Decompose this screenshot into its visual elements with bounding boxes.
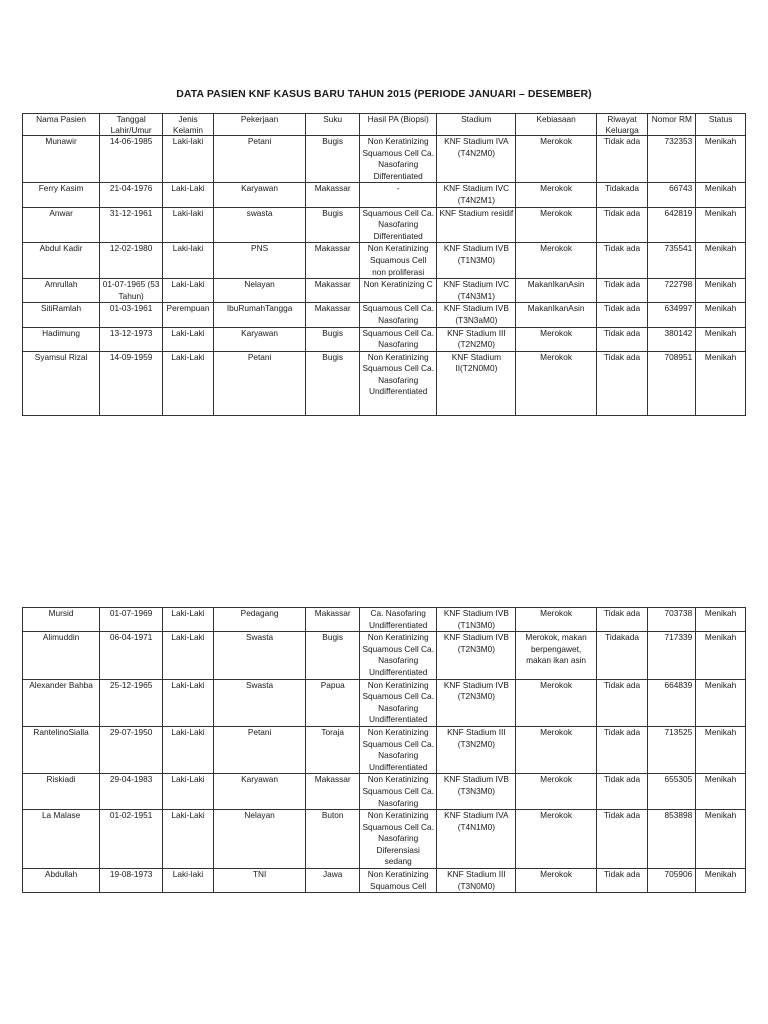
- cell-hasil-pa: Non Keratinizing Squamous Cell Ca. Nasofaring Undifferentiated: [360, 679, 437, 726]
- cell-status: Menikah: [696, 207, 746, 243]
- document-title: DATA PASIEN KNF KASUS BARU TAHUN 2015 (PERIODE JANUARI – DESEMBER): [176, 88, 592, 100]
- cell-jenis-kelamin: Laki-laki: [163, 243, 214, 279]
- cell-suku: Makassar: [306, 279, 360, 303]
- table-row: [23, 207, 746, 243]
- cell-nomor-rm: 703738: [648, 608, 696, 632]
- cell-suku: Makassar: [306, 303, 360, 327]
- cell-hasil-pa: Non Keratinizing Squamous Cell Ca. Nasofaring: [360, 774, 437, 810]
- cell-kebiasaan: Merokok: [516, 608, 596, 632]
- cell-stadium: KNF Stadium IVB (T3N3aM0): [437, 303, 516, 327]
- cell-suku: Makassar: [306, 774, 360, 810]
- cell-nama-pasien: RantelinoSialla: [23, 726, 100, 773]
- cell-pekerjaan: Petani: [213, 136, 305, 183]
- cell-jenis-kelamin: Laki-Laki: [163, 632, 214, 679]
- header-stadium: Stadium: [437, 114, 516, 136]
- table-row: [23, 869, 746, 893]
- cell-pekerjaan: Pedagang: [213, 608, 305, 632]
- cell-jenis-kelamin: Laki-Laki: [163, 279, 214, 303]
- patient-table: [22, 113, 746, 416]
- cell-tanggal-lahir: 25-12-1965: [100, 679, 163, 726]
- table-row: [23, 774, 746, 810]
- cell-hasil-pa: Non Keratinizing Squamous Cell: [360, 869, 437, 893]
- cell-nama-pasien: Abdullah: [23, 869, 100, 893]
- cell-tanggal-lahir: 29-04-1983: [100, 774, 163, 810]
- cell-pekerjaan: Swasta: [213, 632, 305, 679]
- cell-status: Menikah: [696, 136, 746, 183]
- cell-stadium: KNF Stadium III (T3N2M0): [437, 726, 516, 773]
- cell-stadium: KNF Stadium IVB (T1N3M0): [437, 608, 516, 632]
- cell-riwayat-keluarga: Tidak ada: [596, 279, 648, 303]
- cell-nomor-rm: 66743: [648, 183, 696, 207]
- cell-tanggal-lahir: 29-07-1950: [100, 726, 163, 773]
- cell-riwayat-keluarga: Tidakada: [596, 183, 648, 207]
- cell-jenis-kelamin: Laki-Laki: [163, 726, 214, 773]
- cell-suku: Bugis: [306, 351, 360, 415]
- table-row: [23, 351, 746, 415]
- cell-nomor-rm: 717339: [648, 632, 696, 679]
- cell-jenis-kelamin: Laki-laki: [163, 869, 214, 893]
- cell-riwayat-keluarga: Tidak ada: [596, 136, 648, 183]
- header-tanggal-lahir: Tanggal Lahir/Umur: [100, 114, 163, 136]
- cell-hasil-pa: Squamous Cell Ca. Nasofaring: [360, 303, 437, 327]
- cell-kebiasaan: Merokok: [516, 243, 596, 279]
- cell-pekerjaan: Petani: [213, 351, 305, 415]
- cell-riwayat-keluarga: Tidak ada: [596, 869, 648, 893]
- cell-jenis-kelamin: Laki-Laki: [163, 351, 214, 415]
- cell-jenis-kelamin: Laki-laki: [163, 207, 214, 243]
- cell-status: Menikah: [696, 632, 746, 679]
- table-row: [23, 183, 746, 207]
- cell-hasil-pa: Squamous Cell Ca. Nasofaring: [360, 327, 437, 351]
- cell-tanggal-lahir: 31-12-1961: [100, 207, 163, 243]
- header-kebiasaan: Kebiasaan: [516, 114, 596, 136]
- cell-jenis-kelamin: Perempuan: [163, 303, 214, 327]
- cell-pekerjaan: Nelayan: [213, 279, 305, 303]
- cell-stadium: KNF Stadium IVB (T3N3M0): [437, 774, 516, 810]
- header-status: Status: [696, 114, 746, 136]
- cell-pekerjaan: Karyawan: [213, 774, 305, 810]
- cell-hasil-pa: Non Keratinizing Squamous Cell Ca. Nasofaring Undifferentiated: [360, 632, 437, 679]
- cell-stadium: KNF Stadium IVB (T1N3M0): [437, 243, 516, 279]
- cell-stadium: KNF Stadium IVC (T4N3M1): [437, 279, 516, 303]
- cell-nama-pasien: Hadimung: [23, 327, 100, 351]
- table-body-continued: [23, 608, 746, 893]
- cell-hasil-pa: Ca. Nasofaring Undifferentiated: [360, 608, 437, 632]
- table-row: [23, 810, 746, 869]
- cell-stadium: KNF Stadium IVC (T4N2M1): [437, 183, 516, 207]
- cell-nomor-rm: 380142: [648, 327, 696, 351]
- patient-table-continued: [22, 607, 746, 893]
- cell-nama-pasien: Syamsul Rizal: [23, 351, 100, 415]
- cell-jenis-kelamin: Laki-Laki: [163, 327, 214, 351]
- cell-nomor-rm: 664839: [648, 679, 696, 726]
- cell-nomor-rm: 713525: [648, 726, 696, 773]
- cell-riwayat-keluarga: Tidak ada: [596, 608, 648, 632]
- cell-nomor-rm: 853898: [648, 810, 696, 869]
- cell-nomor-rm: 735541: [648, 243, 696, 279]
- cell-riwayat-keluarga: Tidak ada: [596, 351, 648, 415]
- cell-stadium: KNF Stadium III (T3N0M0): [437, 869, 516, 893]
- cell-kebiasaan: Merokok: [516, 726, 596, 773]
- cell-nama-pasien: Munawir: [23, 136, 100, 183]
- cell-pekerjaan: TNI: [213, 869, 305, 893]
- cell-kebiasaan: Merokok: [516, 136, 596, 183]
- cell-nama-pasien: Alimuddin: [23, 632, 100, 679]
- cell-status: Menikah: [696, 351, 746, 415]
- cell-hasil-pa: Non Keratinizing C: [360, 279, 437, 303]
- cell-riwayat-keluarga: Tidakada: [596, 632, 648, 679]
- cell-nama-pasien: Amrullah: [23, 279, 100, 303]
- cell-pekerjaan: PNS: [213, 243, 305, 279]
- table-row: [23, 279, 746, 303]
- cell-status: Menikah: [696, 810, 746, 869]
- cell-status: Menikah: [696, 869, 746, 893]
- header-hasil-pa: Hasil PA (Biopsi): [360, 114, 437, 136]
- cell-kebiasaan: MakanIkanAsin: [516, 279, 596, 303]
- cell-suku: Bugis: [306, 207, 360, 243]
- cell-jenis-kelamin: Laki-Laki: [163, 183, 214, 207]
- cell-tanggal-lahir: 01-02-1951: [100, 810, 163, 869]
- cell-nomor-rm: 705906: [648, 869, 696, 893]
- table-row: [23, 608, 746, 632]
- cell-pekerjaan: Karyawan: [213, 327, 305, 351]
- cell-kebiasaan: Merokok: [516, 327, 596, 351]
- table-row: [23, 679, 746, 726]
- header-suku: Suku: [306, 114, 360, 136]
- table-row: [23, 632, 746, 679]
- cell-pekerjaan: IbuRumahTangga: [213, 303, 305, 327]
- cell-tanggal-lahir: 14-09-1959: [100, 351, 163, 415]
- cell-pekerjaan: Nelayan: [213, 810, 305, 869]
- cell-tanggal-lahir: 21-04-1976: [100, 183, 163, 207]
- cell-suku: Bugis: [306, 136, 360, 183]
- table-row: [23, 327, 746, 351]
- cell-riwayat-keluarga: Tidak ada: [596, 243, 648, 279]
- table-row: [23, 726, 746, 773]
- cell-status: Menikah: [696, 243, 746, 279]
- cell-tanggal-lahir: 14-06-1985: [100, 136, 163, 183]
- cell-suku: Bugis: [306, 327, 360, 351]
- cell-riwayat-keluarga: Tidak ada: [596, 726, 648, 773]
- cell-kebiasaan: Merokok: [516, 207, 596, 243]
- cell-kebiasaan: Merokok: [516, 774, 596, 810]
- cell-nama-pasien: Mursid: [23, 608, 100, 632]
- cell-status: Menikah: [696, 774, 746, 810]
- cell-pekerjaan: swasta: [213, 207, 305, 243]
- cell-riwayat-keluarga: Tidak ada: [596, 810, 648, 869]
- cell-jenis-kelamin: Laki-Laki: [163, 774, 214, 810]
- cell-riwayat-keluarga: Tidak ada: [596, 207, 648, 243]
- cell-stadium: KNF Stadium IVA (T4N1M0): [437, 810, 516, 869]
- cell-tanggal-lahir: 01-03-1961: [100, 303, 163, 327]
- cell-nomor-rm: 642819: [648, 207, 696, 243]
- cell-nama-pasien: Abdul Kadir: [23, 243, 100, 279]
- header-nama-pasien: Nama Pasien: [23, 114, 100, 136]
- cell-nama-pasien: Anwar: [23, 207, 100, 243]
- cell-nama-pasien: La Malase: [23, 810, 100, 869]
- cell-hasil-pa: Non Keratinizing Squamous Cell Ca. Nasofaring Differentiated: [360, 136, 437, 183]
- cell-hasil-pa: -: [360, 183, 437, 207]
- cell-nomor-rm: 634997: [648, 303, 696, 327]
- table-body: [23, 136, 746, 416]
- cell-suku: Makassar: [306, 243, 360, 279]
- cell-nomor-rm: 655305: [648, 774, 696, 810]
- cell-status: Menikah: [696, 183, 746, 207]
- cell-nama-pasien: Riskiadi: [23, 774, 100, 810]
- table-header-row: [23, 114, 746, 136]
- cell-nama-pasien: Ferry Kasim: [23, 183, 100, 207]
- cell-nama-pasien: SitiRamlah: [23, 303, 100, 327]
- cell-riwayat-keluarga: Tidak ada: [596, 774, 648, 810]
- cell-hasil-pa: Non Keratinizing Squamous Cell Ca. Nasofaring Undifferentiated: [360, 351, 437, 415]
- cell-kebiasaan: Merokok: [516, 869, 596, 893]
- cell-jenis-kelamin: Laki-Laki: [163, 810, 214, 869]
- cell-tanggal-lahir: 06-04-1971: [100, 632, 163, 679]
- cell-pekerjaan: Karyawan: [213, 183, 305, 207]
- cell-kebiasaan: Merokok: [516, 810, 596, 869]
- cell-status: Menikah: [696, 726, 746, 773]
- cell-stadium: KNF Stadium IVA (T4N2M0): [437, 136, 516, 183]
- cell-kebiasaan: Merokok, makan berpengawet, makan ikan asin: [516, 632, 596, 679]
- cell-tanggal-lahir: 13-12-1973: [100, 327, 163, 351]
- cell-tanggal-lahir: 01-07-1965 (53 Tahun): [100, 279, 163, 303]
- header-pekerjaan: Pekerjaan: [213, 114, 305, 136]
- cell-tanggal-lahir: 01-07-1969: [100, 608, 163, 632]
- cell-kebiasaan: Merokok: [516, 351, 596, 415]
- cell-kebiasaan: Merokok: [516, 183, 596, 207]
- cell-status: Menikah: [696, 608, 746, 632]
- cell-pekerjaan: Petani: [213, 726, 305, 773]
- cell-hasil-pa: Non Keratinizing Squamous Cell Ca. Nasofaring Undifferentiated: [360, 726, 437, 773]
- table-row: [23, 243, 746, 279]
- cell-status: Menikah: [696, 327, 746, 351]
- cell-suku: Papua: [306, 679, 360, 726]
- cell-nomor-rm: 732353: [648, 136, 696, 183]
- cell-tanggal-lahir: 19-08-1973: [100, 869, 163, 893]
- cell-stadium: KNF Stadium IVB (T2N3M0): [437, 679, 516, 726]
- cell-kebiasaan: Merokok: [516, 679, 596, 726]
- cell-nomor-rm: 722798: [648, 279, 696, 303]
- table-row: [23, 303, 746, 327]
- cell-kebiasaan: MakanIkanAsin: [516, 303, 596, 327]
- cell-suku: Bugis: [306, 632, 360, 679]
- header-nomor-rm: Nomor RM: [648, 114, 696, 136]
- table-row: [23, 136, 746, 183]
- cell-status: Menikah: [696, 279, 746, 303]
- header-riwayat-keluarga: Riwayat Keluarga: [596, 114, 648, 136]
- cell-suku: Jawa: [306, 869, 360, 893]
- cell-tanggal-lahir: 12-02-1980: [100, 243, 163, 279]
- cell-riwayat-keluarga: Tidak ada: [596, 679, 648, 726]
- cell-stadium: KNF Stadium II(T2N0M0): [437, 351, 516, 415]
- cell-stadium: KNF Stadium residif: [437, 207, 516, 243]
- cell-nomor-rm: 708951: [648, 351, 696, 415]
- cell-suku: Makassar: [306, 608, 360, 632]
- cell-jenis-kelamin: Laki-laki: [163, 136, 214, 183]
- cell-jenis-kelamin: Laki-Laki: [163, 608, 214, 632]
- cell-suku: Buton: [306, 810, 360, 869]
- cell-stadium: KNF Stadium III (T2N2M0): [437, 327, 516, 351]
- cell-suku: Makassar: [306, 183, 360, 207]
- header-jenis-kelamin: Jenis Kelamin: [163, 114, 214, 136]
- cell-pekerjaan: Swasta: [213, 679, 305, 726]
- cell-hasil-pa: Non Keratinizing Squamous Cell non proliferasi: [360, 243, 437, 279]
- cell-stadium: KNF Stadium IVB (T2N3M0): [437, 632, 516, 679]
- cell-riwayat-keluarga: Tidak ada: [596, 303, 648, 327]
- cell-status: Menikah: [696, 303, 746, 327]
- cell-suku: Toraja: [306, 726, 360, 773]
- cell-status: Menikah: [696, 679, 746, 726]
- cell-hasil-pa: Squamous Cell Ca. Nasofaring Differentiated: [360, 207, 437, 243]
- cell-riwayat-keluarga: Tidak ada: [596, 327, 648, 351]
- cell-jenis-kelamin: Laki-Laki: [163, 679, 214, 726]
- cell-nama-pasien: Alexander Bahba: [23, 679, 100, 726]
- cell-hasil-pa: Non Keratinizing Squamous Cell Ca. Nasofaring Diferensiasi sedang: [360, 810, 437, 869]
